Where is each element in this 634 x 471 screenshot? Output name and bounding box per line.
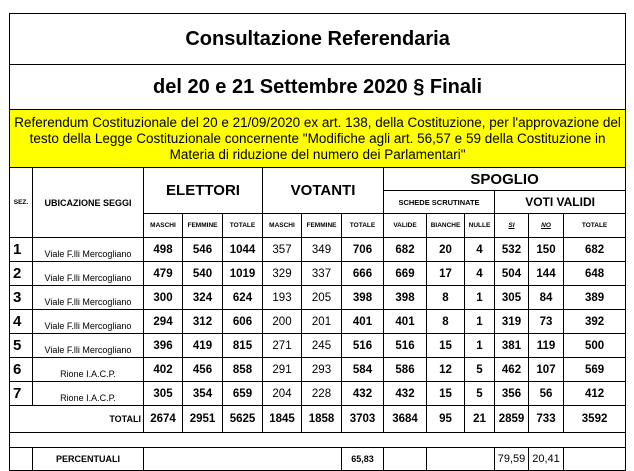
header-elettori: ELETTORI: [144, 168, 263, 214]
row-si: 356: [495, 382, 529, 406]
row-sez: 2: [10, 262, 33, 286]
row-totale: 500: [564, 334, 626, 358]
row-nulle: 4: [465, 238, 495, 262]
row-bianche: 15: [427, 382, 465, 406]
row-totale: 412: [564, 382, 626, 406]
row-nulle: 1: [465, 310, 495, 334]
row-no: 119: [529, 334, 564, 358]
row-vo-femmine: 201: [302, 310, 342, 334]
row-sez: 1: [10, 238, 33, 262]
row-valide: 432: [384, 382, 427, 406]
row-nulle: 4: [465, 262, 495, 286]
row-bianche: 15: [427, 334, 465, 358]
totals-si: 2859: [495, 406, 529, 433]
table-row: [10, 334, 626, 358]
totals-vo-totale: 3703: [342, 406, 384, 433]
totals-sez-cell: [10, 406, 33, 433]
row-vo-maschi: 291: [263, 358, 302, 382]
row-valide: 401: [384, 310, 427, 334]
header-votanti: VOTANTI: [263, 168, 384, 214]
totals-row: [10, 406, 626, 433]
pct-sez-cell: [10, 448, 33, 471]
totals-nulle: 21: [465, 406, 495, 433]
referendum-description: Referendum Costituzionale del 20 e 21/09/2020 ex art. 138, della Costituzione, per l'approvazione del testo della Legge Costituzionale concernente "Modifiche agli art. 56,57 e 59 della Costituzione in Materia di riduzione del numero dei Parlamentari": [10, 110, 626, 168]
percentuali-row: [10, 448, 626, 471]
row-valide: 669: [384, 262, 427, 286]
table-row: [10, 238, 626, 262]
row-location: Viale F.lli Mercogliano: [33, 286, 144, 310]
row-no: 84: [529, 286, 564, 310]
row-no: 144: [529, 262, 564, 286]
percentuali-votanti: 65,83: [342, 448, 384, 471]
row-bianche: 12: [427, 358, 465, 382]
header-voti-validi: VOTI VALIDI: [495, 191, 626, 214]
row-no: 73: [529, 310, 564, 334]
row-el-femmine: 419: [183, 334, 223, 358]
table-row: [10, 286, 626, 310]
row-bianche: 8: [427, 286, 465, 310]
header-vo-maschi: MASCHI: [263, 214, 302, 238]
row-valide: 516: [384, 334, 427, 358]
row-valide: 682: [384, 238, 427, 262]
row-vo-maschi: 204: [263, 382, 302, 406]
row-totale: 392: [564, 310, 626, 334]
header-no: NO: [529, 214, 564, 238]
page-subtitle: del 20 e 21 Settembre 2020 § Finali: [10, 65, 626, 110]
row-bianche: 20: [427, 238, 465, 262]
totals-no: 733: [529, 406, 564, 433]
row-si: 532: [495, 238, 529, 262]
row-el-maschi: 396: [144, 334, 183, 358]
row-sez: 3: [10, 286, 33, 310]
row-nulle: 1: [465, 286, 495, 310]
row-vo-femmine: 349: [302, 238, 342, 262]
totals-vo-femmine: 1858: [302, 406, 342, 433]
row-si: 381: [495, 334, 529, 358]
row-totale: 569: [564, 358, 626, 382]
row-location: Viale F.lli Mercogliano: [33, 334, 144, 358]
row-vo-femmine: 293: [302, 358, 342, 382]
percentuali-no: 20,41: [529, 448, 564, 471]
header-el-femmine: FEMMINE: [183, 214, 223, 238]
pct-empty-cell: [144, 448, 342, 471]
row-vo-femmine: 205: [302, 286, 342, 310]
row-el-totale: 1044: [223, 238, 263, 262]
row-el-femmine: 546: [183, 238, 223, 262]
header-si: SI: [495, 214, 529, 238]
table-row: [10, 382, 626, 406]
row-vo-maschi: 329: [263, 262, 302, 286]
row-vo-totale: 666: [342, 262, 384, 286]
row-si: 462: [495, 358, 529, 382]
row-el-femmine: 540: [183, 262, 223, 286]
row-el-totale: 624: [223, 286, 263, 310]
row-vo-maschi: 271: [263, 334, 302, 358]
row-totale: 682: [564, 238, 626, 262]
row-el-maschi: 294: [144, 310, 183, 334]
spacer-row: [10, 433, 626, 448]
row-valide: 586: [384, 358, 427, 382]
row-vo-maschi: 357: [263, 238, 302, 262]
row-vo-maschi: 193: [263, 286, 302, 310]
row-el-totale: 659: [223, 382, 263, 406]
totals-el-maschi: 2674: [144, 406, 183, 433]
header-vo-femmine: FEMMINE: [302, 214, 342, 238]
row-si: 504: [495, 262, 529, 286]
header-spoglio: SPOGLIO: [384, 168, 626, 191]
totals-el-totale: 5625: [223, 406, 263, 433]
row-location: Viale F.lli Mercogliano: [33, 262, 144, 286]
row-location: Viale F.lli Mercogliano: [33, 238, 144, 262]
header-nulle: NULLE: [465, 214, 495, 238]
row-el-maschi: 498: [144, 238, 183, 262]
row-valide: 398: [384, 286, 427, 310]
row-vo-totale: 432: [342, 382, 384, 406]
header-el-maschi: MASCHI: [144, 214, 183, 238]
row-no: 150: [529, 238, 564, 262]
row-sez: 7: [10, 382, 33, 406]
header-bianche: BIANCHE: [427, 214, 465, 238]
totals-vo-maschi: 1845: [263, 406, 302, 433]
totals-valide: 3684: [384, 406, 427, 433]
row-el-totale: 815: [223, 334, 263, 358]
totals-totale: 3592: [564, 406, 626, 433]
row-sez: 6: [10, 358, 33, 382]
results-table: [9, 13, 626, 471]
row-vo-femmine: 337: [302, 262, 342, 286]
row-vo-femmine: 228: [302, 382, 342, 406]
row-nulle: 1: [465, 334, 495, 358]
totals-el-femmine: 2951: [183, 406, 223, 433]
row-vo-totale: 516: [342, 334, 384, 358]
row-nulle: 5: [465, 358, 495, 382]
row-el-maschi: 305: [144, 382, 183, 406]
row-el-femmine: 354: [183, 382, 223, 406]
header-sez: SEZ.: [10, 168, 33, 238]
row-el-femmine: 456: [183, 358, 223, 382]
row-el-femmine: 324: [183, 286, 223, 310]
pct-empty-valide: [384, 448, 427, 471]
row-no: 56: [529, 382, 564, 406]
header-el-totale: TOTALE: [223, 214, 263, 238]
header-vo-totale: TOTALE: [342, 214, 384, 238]
row-bianche: 17: [427, 262, 465, 286]
row-el-maschi: 402: [144, 358, 183, 382]
header-ubicazione: UBICAZIONE SEGGI: [33, 168, 144, 238]
header-valide: VALIDE: [384, 214, 427, 238]
row-el-totale: 1019: [223, 262, 263, 286]
row-location: Viale F.lli Mercogliano: [33, 310, 144, 334]
table-row: [10, 310, 626, 334]
row-el-maschi: 300: [144, 286, 183, 310]
row-vo-femmine: 245: [302, 334, 342, 358]
row-sez: 4: [10, 310, 33, 334]
totals-label: TOTALI: [33, 406, 144, 433]
row-vo-totale: 401: [342, 310, 384, 334]
row-vo-maschi: 200: [263, 310, 302, 334]
header-schede-scrutinate: SCHEDE SCRUTINATE: [384, 191, 495, 214]
page-title: Consultazione Referendaria: [10, 14, 626, 65]
row-si: 305: [495, 286, 529, 310]
table-row: [10, 358, 626, 382]
percentuali-si: 79,59: [495, 448, 529, 471]
header-totale-voti: TOTALE: [564, 214, 626, 238]
row-vo-totale: 584: [342, 358, 384, 382]
totals-bianche: 95: [427, 406, 465, 433]
row-sez: 5: [10, 334, 33, 358]
row-totale: 648: [564, 262, 626, 286]
row-totale: 389: [564, 286, 626, 310]
referendum-sheet: [9, 13, 625, 471]
row-si: 319: [495, 310, 529, 334]
row-el-maschi: 479: [144, 262, 183, 286]
row-vo-totale: 706: [342, 238, 384, 262]
row-vo-totale: 398: [342, 286, 384, 310]
row-nulle: 5: [465, 382, 495, 406]
row-location: Rione I.A.C.P.: [33, 382, 144, 406]
row-el-totale: 606: [223, 310, 263, 334]
row-no: 107: [529, 358, 564, 382]
row-bianche: 8: [427, 310, 465, 334]
row-location: Rione I.A.C.P.: [33, 358, 144, 382]
percentuali-label: PERCENTUALI: [33, 448, 144, 471]
row-el-femmine: 312: [183, 310, 223, 334]
pct-empty-totale: [564, 448, 626, 471]
row-el-totale: 858: [223, 358, 263, 382]
pct-empty-cell: [427, 448, 495, 471]
table-row: [10, 262, 626, 286]
